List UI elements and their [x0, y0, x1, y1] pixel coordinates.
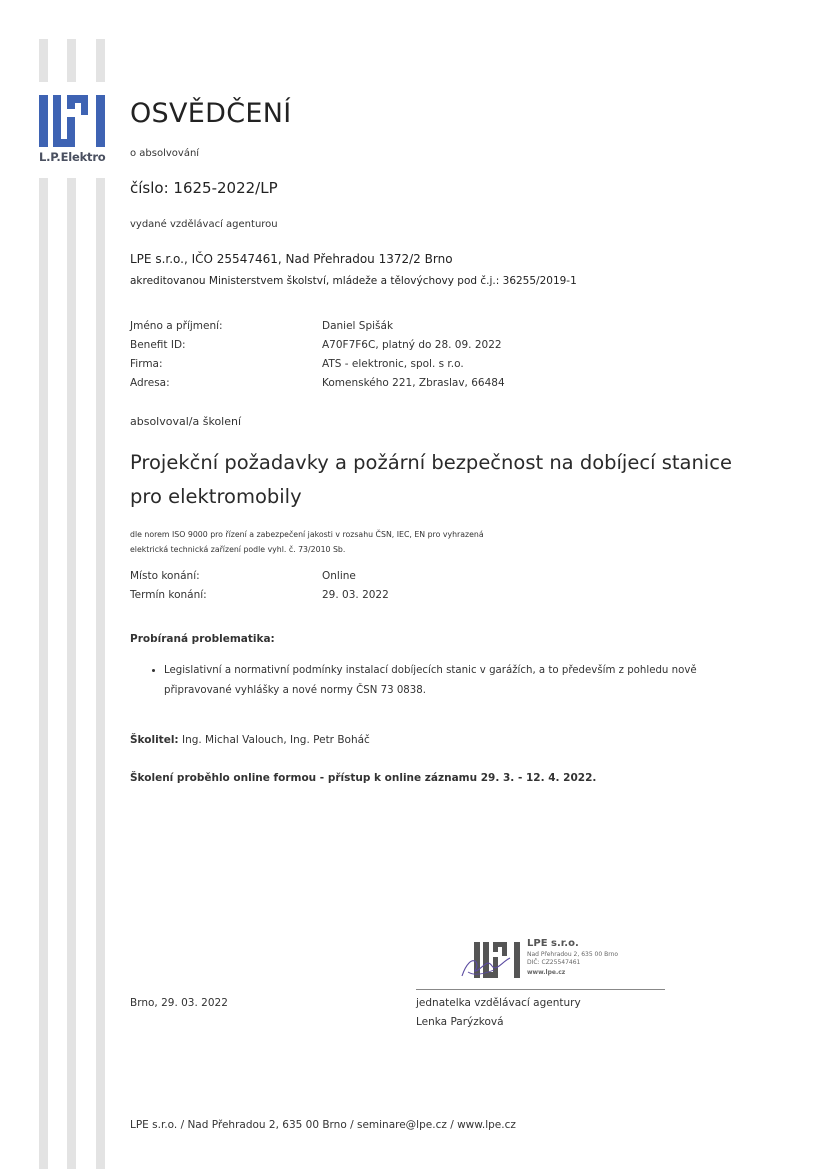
venue-date-value: 29. 03. 2022: [322, 589, 389, 601]
decor-stripe: [39, 39, 48, 1169]
trainer-line: [130, 734, 370, 746]
address-label: Adresa:: [130, 377, 170, 389]
venue-place-label: Místo konání:: [130, 570, 200, 582]
topics-list: [148, 661, 764, 701]
completed-label: absolvoval/a školení: [130, 415, 242, 428]
online-note: Školení proběhlo online formou - přístup k online záznamu 29. 3. - 12. 4. 2022.: [130, 772, 597, 784]
decor-stripe: [67, 39, 76, 1169]
logo-brand-text: L.P.Elektro: [39, 150, 106, 164]
accreditation-info: akreditovanou Ministerstvem školství, mládeže a tělovýchovy pod č.j.: 36255/2019-1: [130, 275, 577, 287]
place-date: Brno, 29. 03. 2022: [130, 997, 228, 1009]
stamp-web: www.lpe.cz: [527, 969, 566, 976]
handwritten-signature: [458, 950, 518, 980]
company-label: Firma:: [130, 358, 163, 370]
address-value: Komenského 221, Zbraslav, 66484: [322, 377, 505, 389]
benefit-id-label: Benefit ID:: [130, 339, 186, 351]
name-value: Daniel Spišák: [322, 320, 394, 332]
certificate-number: číslo: 1625-2022/LP: [130, 179, 278, 197]
decor-stripe: [96, 39, 105, 1169]
course-norms: [130, 527, 484, 557]
trainer-label: Školitel:: [130, 734, 179, 746]
signature-line: [416, 989, 665, 990]
signatory-role: jednatelka vzdělávací agentury: [416, 997, 581, 1009]
lpe-logo-icon: [39, 95, 107, 147]
venue-date-label: Termín konání:: [130, 589, 207, 601]
issued-by-label: vydané vzdělávací agenturou: [130, 219, 278, 230]
stamp-dic: DIČ: CZ25547461: [527, 959, 581, 966]
company-value: ATS - elektronic, spol. s r.o.: [322, 358, 464, 370]
footer-contact: LPE s.r.o. / Nad Přehradou 2, 635 00 Brno / seminare@lpe.cz / www.lpe.cz: [130, 1119, 516, 1131]
course-title: Projekční požadavky a požární bezpečnost na dobíjecí stanice pro elektromobily: [130, 451, 732, 508]
certificate-subtitle: o absolvování: [130, 148, 200, 159]
stamp-address: Nad Přehradou 2, 635 00 Brno: [527, 951, 619, 958]
venue-place-value: Online: [322, 570, 356, 582]
topics-heading: Probíraná problematika:: [130, 633, 275, 645]
signatory-name: Lenka Parýzková: [416, 1016, 504, 1028]
certificate-title: OSVĚDČENÍ: [130, 98, 292, 129]
benefit-id-value: A70F7F6C, platný do 28. 09. 2022: [322, 339, 502, 351]
stamp-company: LPE s.r.o.: [527, 938, 579, 949]
norms-line-1: dle norem ISO 9000 pro řízení a zabezpečení jakosti v rozsahu ČSN, IEC, EN pro vyhrazená: [130, 530, 484, 539]
issuer-info: LPE s.r.o., IČO 25547461, Nad Přehradou 1372/2 Brno: [130, 252, 453, 266]
norms-line-2: elektrická technická zařízení podle vyhl. č. 73/2010 Sb.: [130, 545, 346, 554]
name-label: Jméno a příjmení:: [130, 320, 223, 332]
trainer-names: Ing. Michal Valouch, Ing. Petr Boháč: [181, 734, 370, 746]
topic-item: • Legislativní a normativní podmínky instalací dobíjecích stanic v garážích, a to především z pohledu nově připravované vyhlášky a nové normy ČSN 73 0838.: [164, 661, 764, 701]
